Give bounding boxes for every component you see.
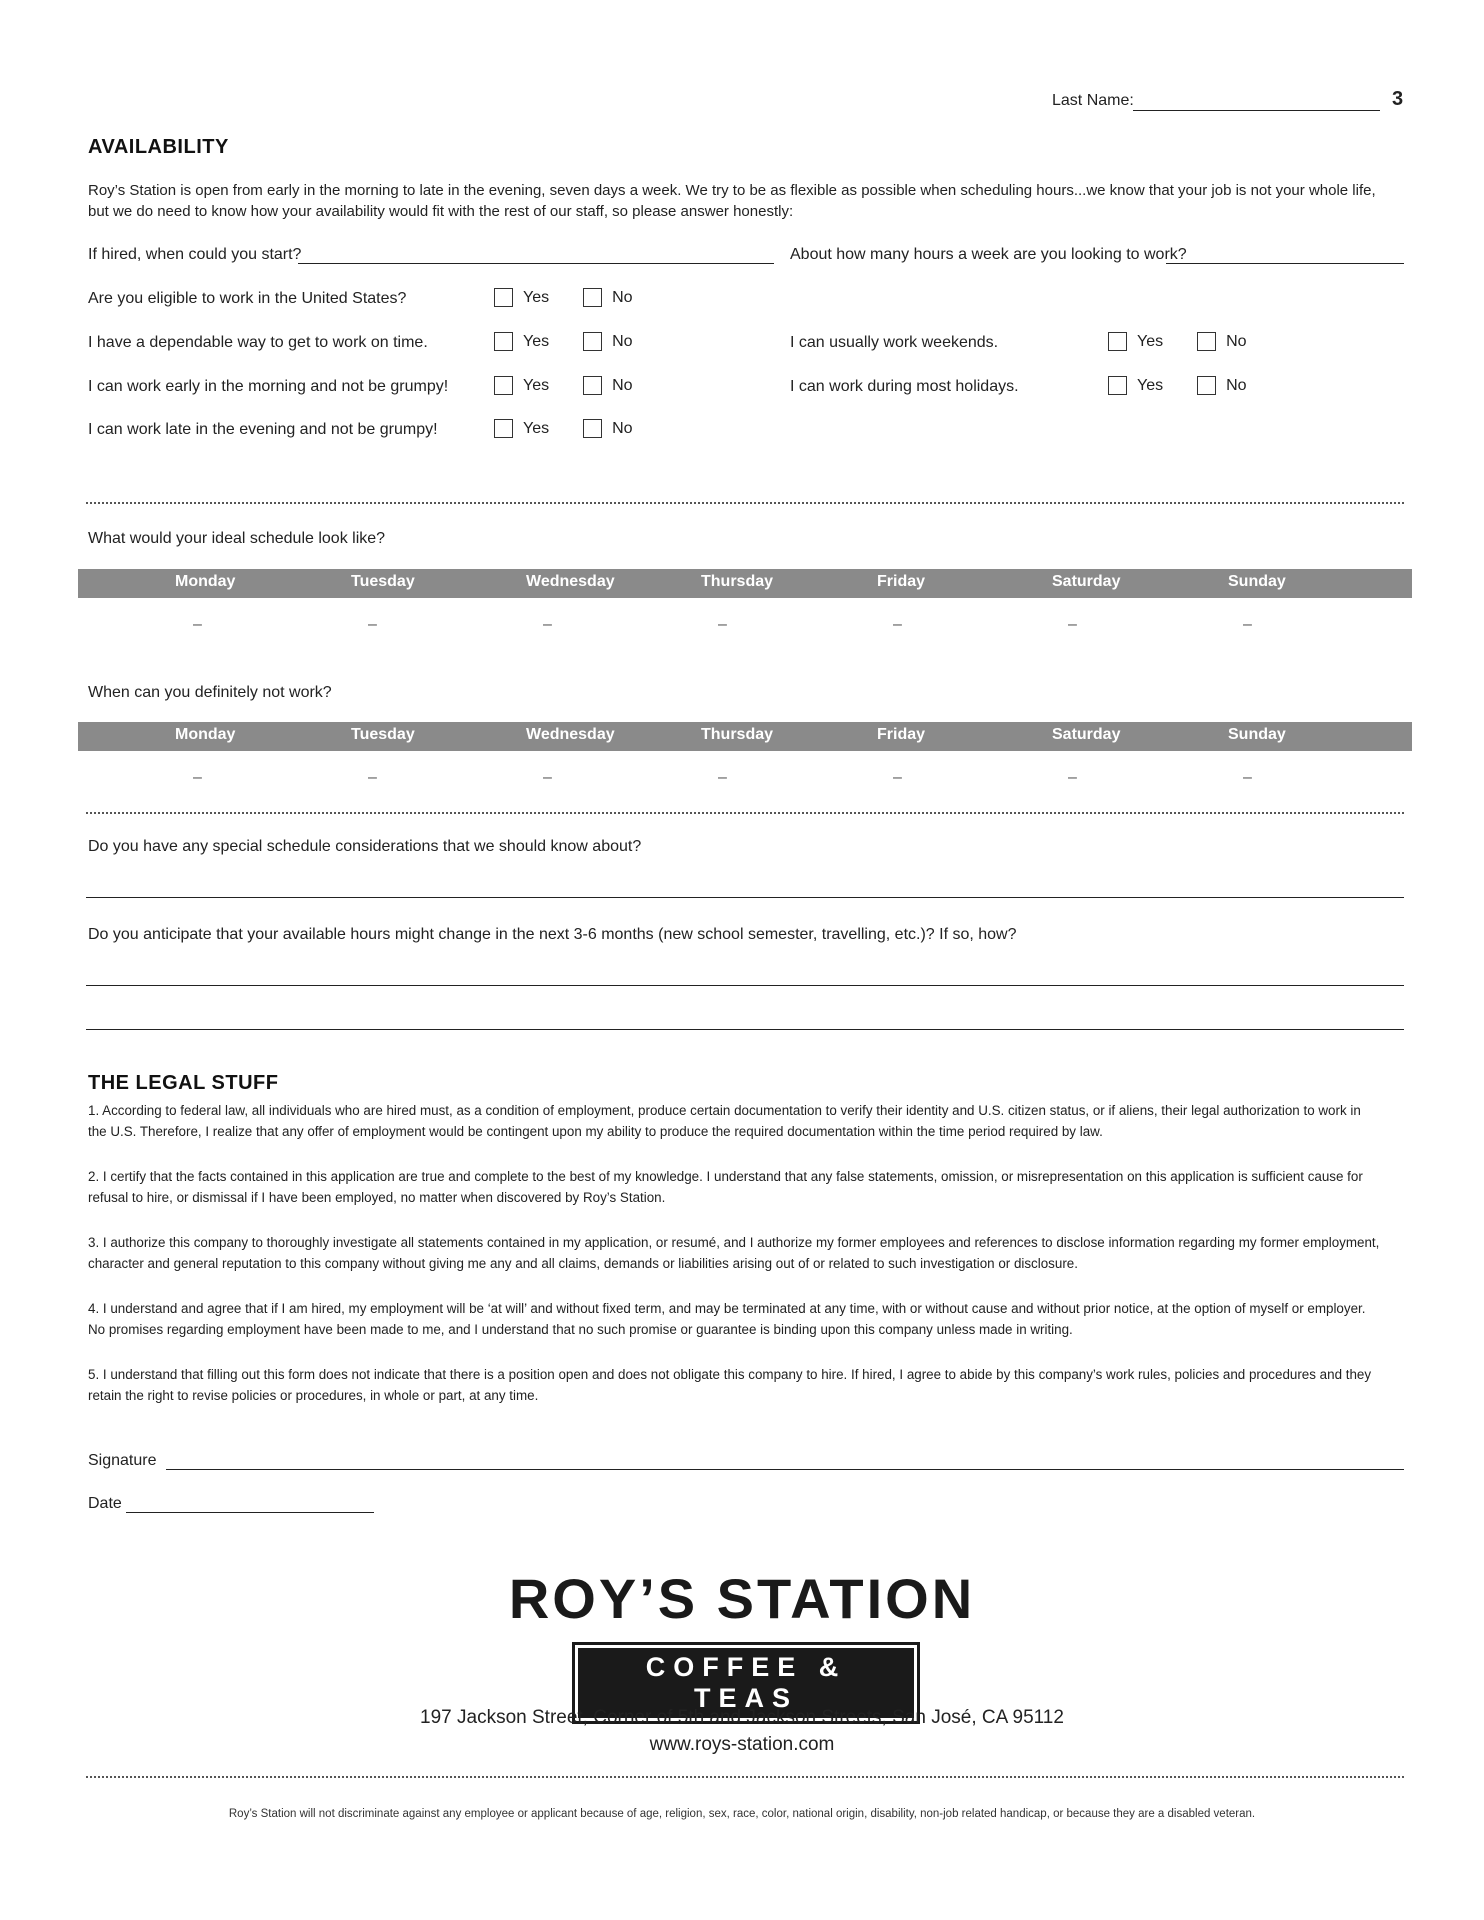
eligible-yes-checkbox[interactable] xyxy=(494,288,513,307)
no-label: No xyxy=(612,288,633,306)
notwork-thursday-field[interactable]: – xyxy=(718,769,727,786)
availability-heading: AVAILABILITY xyxy=(88,136,229,158)
holidays-yes-checkbox[interactable] xyxy=(1108,376,1127,395)
no-label: No xyxy=(612,332,633,350)
weekends-options xyxy=(1108,332,1247,351)
notwork-sunday-field[interactable]: – xyxy=(1243,769,1252,786)
ideal-tuesday-field[interactable]: – xyxy=(368,616,377,633)
availability-intro-line1: Roy’s Station is open from early in the morning to late in the evening, seven days a week. We try to be as flexible as possible when scheduling hours...we know that your job is not your whole life, xyxy=(88,182,1376,199)
day-wednesday: Wednesday xyxy=(526,573,615,590)
ideal-schedule-day-header xyxy=(78,569,1412,598)
section-divider xyxy=(86,502,1404,504)
legal-item-2-line1: 2. I certify that the facts contained in this application are true and complete to the best of my knowledge. I understand that any false statements, omission, or misrepresentation on this application is sufficient cause for xyxy=(88,1169,1363,1184)
signature-field[interactable] xyxy=(166,1469,1404,1470)
notwork-monday-field[interactable]: – xyxy=(193,769,202,786)
last-name-label: Last Name: xyxy=(1052,92,1134,109)
last-name-field[interactable] xyxy=(1133,110,1380,111)
legal-item-2 xyxy=(88,1167,1408,1208)
day-tuesday: Tuesday xyxy=(351,726,415,743)
weekends-no-checkbox[interactable] xyxy=(1197,332,1216,351)
day-sunday: Sunday xyxy=(1228,573,1286,590)
day-sunday: Sunday xyxy=(1228,726,1286,743)
legal-item-1 xyxy=(88,1101,1408,1142)
yes-label: Yes xyxy=(523,376,550,394)
holidays-no-checkbox[interactable] xyxy=(1197,376,1216,395)
footer-address: 197 Jackson Street, Corner of 5th and Jackson Streets, San José, CA 95112 xyxy=(420,1707,1064,1728)
hours-change-field-line2[interactable] xyxy=(86,1029,1404,1030)
legal-item-3-line2: character and general reputation to this company without giving me any and all claims, demands or liabilities arising out of or related to such investigation or disclosure. xyxy=(88,1255,1078,1271)
day-thursday: Thursday xyxy=(701,573,774,590)
weekends-yes-checkbox[interactable] xyxy=(1108,332,1127,351)
day-friday: Friday xyxy=(877,573,926,590)
yes-label: Yes xyxy=(523,419,550,437)
late-options xyxy=(494,419,633,438)
logo-title: ROY’S STATION xyxy=(508,1567,976,1630)
early-yes-checkbox[interactable] xyxy=(494,376,513,395)
notwork-saturday-field[interactable]: – xyxy=(1068,769,1077,786)
yes-label: Yes xyxy=(1137,332,1164,350)
date-label: Date xyxy=(88,1495,122,1512)
eligible-no-checkbox[interactable] xyxy=(583,288,602,307)
legal-item-2-line2: refusal to hire, or dismissal if I have been employed, no matter when discovered by Roy’s Station. xyxy=(88,1189,666,1205)
question-eligible: Are you eligible to work in the United States? xyxy=(88,290,407,307)
legal-item-4 xyxy=(88,1299,1408,1340)
considerations-field[interactable] xyxy=(86,897,1404,898)
legal-item-3 xyxy=(88,1233,1408,1274)
signature-label: Signature xyxy=(88,1452,157,1469)
hours-per-week-field[interactable] xyxy=(1166,263,1404,264)
ideal-schedule-label: What would your ideal schedule look like? xyxy=(88,530,386,547)
ideal-sunday-field[interactable]: – xyxy=(1243,616,1252,633)
day-wednesday: Wednesday xyxy=(526,726,615,743)
ideal-friday-field[interactable]: – xyxy=(893,616,902,633)
start-date-label: If hired, when could you start? xyxy=(88,246,302,263)
legal-item-4-line2: No promises regarding employment have been made to me, and I understand that no such promise or guarantee is binding upon this company unless made in writing. xyxy=(88,1321,1073,1337)
considerations-label: Do you have any special schedule considerations that we should know about? xyxy=(88,838,642,855)
notwork-friday-field[interactable]: – xyxy=(893,769,902,786)
day-saturday: Saturday xyxy=(1052,573,1121,590)
legal-item-5-line2: retain the right to revise policies or procedures, in whole or part, at any time. xyxy=(88,1387,539,1403)
day-tuesday: Tuesday xyxy=(351,573,415,590)
legal-item-5-line1: 5. I understand that filling out this form does not indicate that there is a position open and does not obligate this company to hire. If hired, I agree to abide by this company’s work rules, policies and procedures and they xyxy=(88,1367,1372,1382)
notwork-wednesday-field[interactable]: – xyxy=(543,769,552,786)
transport-no-checkbox[interactable] xyxy=(583,332,602,351)
not-work-label: When can you definitely not work? xyxy=(88,684,332,701)
no-label: No xyxy=(612,376,633,394)
day-thursday: Thursday xyxy=(701,726,774,743)
ideal-thursday-field[interactable]: – xyxy=(718,616,727,633)
notwork-tuesday-field[interactable]: – xyxy=(368,769,377,786)
no-label: No xyxy=(612,419,633,437)
question-transport: I have a dependable way to get to work on time. xyxy=(88,334,428,351)
logo-subtitle: COFFEE & TEAS xyxy=(578,1648,914,1718)
date-field[interactable] xyxy=(126,1512,374,1513)
early-no-checkbox[interactable] xyxy=(583,376,602,395)
late-yes-checkbox[interactable] xyxy=(494,419,513,438)
availability-intro xyxy=(88,180,1408,222)
start-date-field[interactable] xyxy=(298,263,774,264)
hours-change-label: Do you anticipate that your available hours might change in the next 3-6 months (new school semester, travelling, etc.)? If so, how? xyxy=(88,926,1017,943)
legal-item-5 xyxy=(88,1365,1408,1406)
not-work-day-header xyxy=(78,722,1412,751)
page-number: 3 xyxy=(1392,88,1404,110)
no-label: No xyxy=(1226,332,1247,350)
no-label: No xyxy=(1226,376,1247,394)
legal-heading: THE LEGAL STUFF xyxy=(88,1072,279,1094)
hours-per-week-label: About how many hours a week are you looking to work? xyxy=(790,246,1187,263)
late-no-checkbox[interactable] xyxy=(583,419,602,438)
legal-item-1-line1: 1. According to federal law, all individuals who are hired must, as a condition of employment, produce certain documentation to verify their identity and U.S. citizen status, or if aliens, their legal authorization to work in xyxy=(88,1103,1361,1118)
ideal-monday-field[interactable]: – xyxy=(193,616,202,633)
footer-disclaimer: Roy’s Station will not discriminate against any employee or applicant because of age, religion, sex, race, color, national origin, disability, non-job related handicap, or because they are a disabled veteran. xyxy=(228,1808,1256,1820)
footer-website[interactable]: www.roys-station.com xyxy=(649,1734,835,1755)
logo xyxy=(0,1566,1484,1631)
ideal-saturday-field[interactable]: – xyxy=(1068,616,1077,633)
question-late: I can work late in the evening and not be grumpy! xyxy=(88,421,438,438)
holidays-options xyxy=(1108,376,1247,395)
question-early: I can work early in the morning and not be grumpy! xyxy=(88,378,449,395)
ideal-wednesday-field[interactable]: – xyxy=(543,616,552,633)
footer-divider xyxy=(86,1776,1404,1778)
early-options xyxy=(494,376,633,395)
legal-item-1-line2: the U.S. Therefore, I realize that any offer of employment would be contingent upon my ability to produce the required documentation within the time period required by law. xyxy=(88,1123,1103,1139)
day-monday: Monday xyxy=(175,573,236,590)
yes-label: Yes xyxy=(1137,376,1164,394)
hours-change-field-line1[interactable] xyxy=(86,985,1404,986)
day-monday: Monday xyxy=(175,726,236,743)
eligible-options xyxy=(494,288,633,307)
yes-label: Yes xyxy=(523,332,550,350)
question-weekends: I can usually work weekends. xyxy=(790,334,999,351)
legal-item-4-line1: 4. I understand and agree that if I am hired, my employment will be ‘at will’ and without fixed term, and may be terminated at any time, with or without cause and without prior notice, at the option of myself or employer. xyxy=(88,1301,1366,1316)
question-holidays: I can work during most holidays. xyxy=(790,378,1019,395)
day-saturday: Saturday xyxy=(1052,726,1121,743)
yes-label: Yes xyxy=(523,288,550,306)
availability-intro-line2: but we do need to know how your availability would fit with the rest of our staff, so please answer honestly: xyxy=(88,203,794,220)
section-divider xyxy=(86,812,1404,814)
transport-yes-checkbox[interactable] xyxy=(494,332,513,351)
day-friday: Friday xyxy=(877,726,926,743)
legal-item-3-line1: 3. I authorize this company to thoroughly investigate all statements contained in my application, or resumé, and I authorize my former employees and references to disclose information regarding my former employment, xyxy=(88,1235,1380,1250)
transport-options xyxy=(494,332,633,351)
